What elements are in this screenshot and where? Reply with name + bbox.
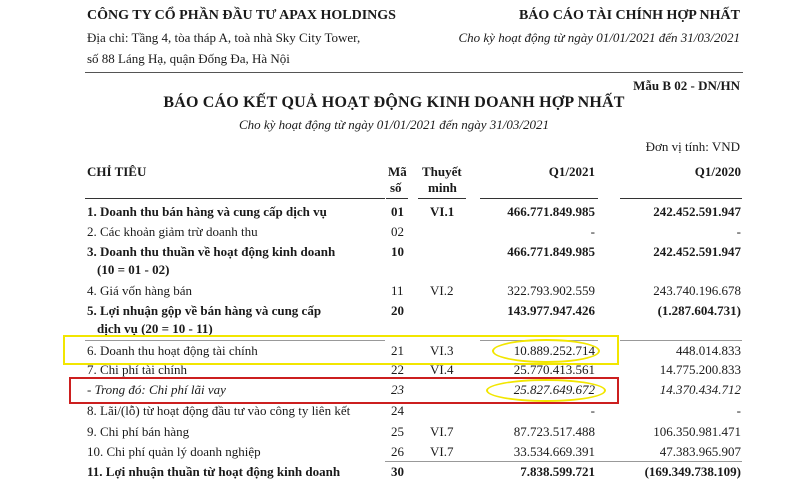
row-divider [620, 340, 742, 341]
row-label: 5. Lợi nhuận gộp về bán hàng và cung cấp [87, 303, 322, 318]
col-header-note-2: minh [428, 180, 457, 195]
row-label-continued: (10 = 01 - 02) [97, 262, 170, 277]
row-note: VI.7 [430, 444, 454, 459]
row-code: 10 [391, 244, 404, 259]
row-label: 11. Lợi nhuận thuần từ hoạt động kinh doanh [87, 464, 341, 479]
row-code: 26 [391, 444, 404, 459]
row-label-continued: dịch vụ (20 = 10 - 11) [97, 321, 213, 336]
row-q1-2020: 242.452.591.947 [653, 244, 741, 259]
row-q1-2021: 10.889.252.714 [513, 343, 595, 358]
row-q1-2020: 242.452.591.947 [653, 204, 741, 219]
col-header-q1-2021: Q1/2021 [548, 164, 595, 179]
header-underline-q1-2020 [620, 198, 742, 199]
row-note: VI.2 [430, 283, 454, 298]
row-q1-2021: 25.827.649.672 [513, 382, 595, 397]
row-q1-2020: 14.370.434.712 [659, 382, 741, 397]
row-q1-2021: 25.770.413.561 [513, 362, 595, 377]
row-code: 25 [391, 424, 404, 439]
highlight-oval-financial-income [492, 339, 600, 363]
company-name: CÔNG TY CỔ PHẦN ĐẦU TƯ APAX HOLDINGS [87, 8, 396, 23]
row-q1-2020: - [736, 224, 741, 239]
col-header-note: Thuyết [422, 164, 462, 179]
row-q1-2020: 14.775.200.833 [659, 362, 741, 377]
row-q1-2020: (1.287.604.731) [657, 303, 741, 318]
address-line-1: Địa chỉ: Tầng 4, tòa tháp A, toà nhà Sky City Tower, [87, 30, 361, 45]
row-divider [385, 461, 742, 462]
row-q1-2020: 243.740.196.678 [653, 283, 741, 298]
row-q1-2021: - [590, 403, 595, 418]
row-q1-2021: 143.977.947.426 [507, 303, 595, 318]
row-label: 8. Lãi/(lỗ) từ hoạt động đầu tư vào công ty liên kết [87, 403, 351, 418]
row-q1-2020: 47.383.965.907 [659, 444, 741, 459]
row-label: 9. Chi phí bán hàng [87, 424, 190, 439]
form-code: Mẫu B 02 - DN/HN [633, 78, 740, 93]
row-q1-2020: 448.014.833 [676, 343, 741, 358]
row-code: 01 [391, 204, 404, 219]
header-underline-q1-2021 [480, 198, 598, 199]
row-label: - Trong đó: Chi phí lãi vay [87, 382, 226, 397]
row-note: VI.1 [430, 204, 455, 219]
row-note: VI.3 [430, 343, 454, 358]
row-label: 3. Doanh thu thuần về hoạt động kinh doanh [87, 244, 336, 259]
header-underline-note [418, 198, 466, 199]
currency-unit: Đơn vị tính: VND [645, 139, 740, 154]
header-underline-code [386, 198, 408, 199]
report-period: Cho kỳ hoạt động từ ngày 01/01/2021 đến 31/03/2021 [458, 30, 740, 45]
col-header-code: Mã [388, 164, 407, 179]
row-q1-2021: - [590, 224, 595, 239]
row-q1-2021: 466.771.849.985 [507, 244, 595, 259]
row-code: 24 [391, 403, 404, 418]
report-title: BÁO CÁO KẾT QUẢ HOẠT ĐỘNG KINH DOANH HỢP NHẤT [163, 94, 625, 111]
row-q1-2021: 466.771.849.985 [507, 204, 595, 219]
row-q1-2021: 33.534.669.391 [513, 444, 595, 459]
header-divider [85, 72, 743, 73]
row-code: 21 [391, 343, 404, 358]
report-type: BÁO CÁO TÀI CHÍNH HỢP NHẤT [518, 8, 740, 23]
row-q1-2021: 7.838.599.721 [520, 464, 595, 479]
row-code: 11 [391, 283, 404, 298]
row-label: 10. Chi phí quản lý doanh nghiệp [87, 444, 261, 459]
header-underline-item [85, 198, 385, 199]
row-q1-2020: (169.349.738.109) [644, 464, 741, 479]
row-code: 30 [391, 464, 404, 479]
col-header-q1-2020: Q1/2020 [694, 164, 741, 179]
row-note: VI.7 [430, 424, 454, 439]
row-q1-2021: 87.723.517.488 [513, 424, 595, 439]
row-code: 02 [391, 224, 404, 239]
row-label: 2. Các khoản giảm trừ doanh thu [87, 224, 258, 239]
row-label: 4. Giá vốn hàng bán [87, 283, 193, 298]
col-header-code-2: số [390, 180, 402, 195]
row-label: 1. Doanh thu bán hàng và cung cấp dịch vụ [87, 204, 327, 219]
row-q1-2020: - [736, 403, 741, 418]
row-code: 20 [391, 303, 404, 318]
row-code: 22 [391, 362, 404, 377]
row-q1-2021: 322.793.902.559 [507, 283, 595, 298]
row-label: 6. Doanh thu hoạt động tài chính [87, 343, 258, 358]
row-q1-2020: 106.350.981.471 [653, 424, 741, 439]
highlight-oval-interest-expense [486, 379, 606, 402]
row-note: VI.4 [430, 362, 454, 377]
report-subtitle: Cho kỳ hoạt động từ ngày 01/01/2021 đến ngày 31/03/2021 [238, 117, 550, 132]
row-code: 23 [391, 382, 404, 397]
row-label: 7. Chi phí tài chính [87, 362, 188, 377]
col-header-item: CHỈ TIÊU [87, 164, 147, 179]
address-line-2: số 88 Láng Hạ, quận Đống Đa, Hà Nội [87, 51, 290, 66]
